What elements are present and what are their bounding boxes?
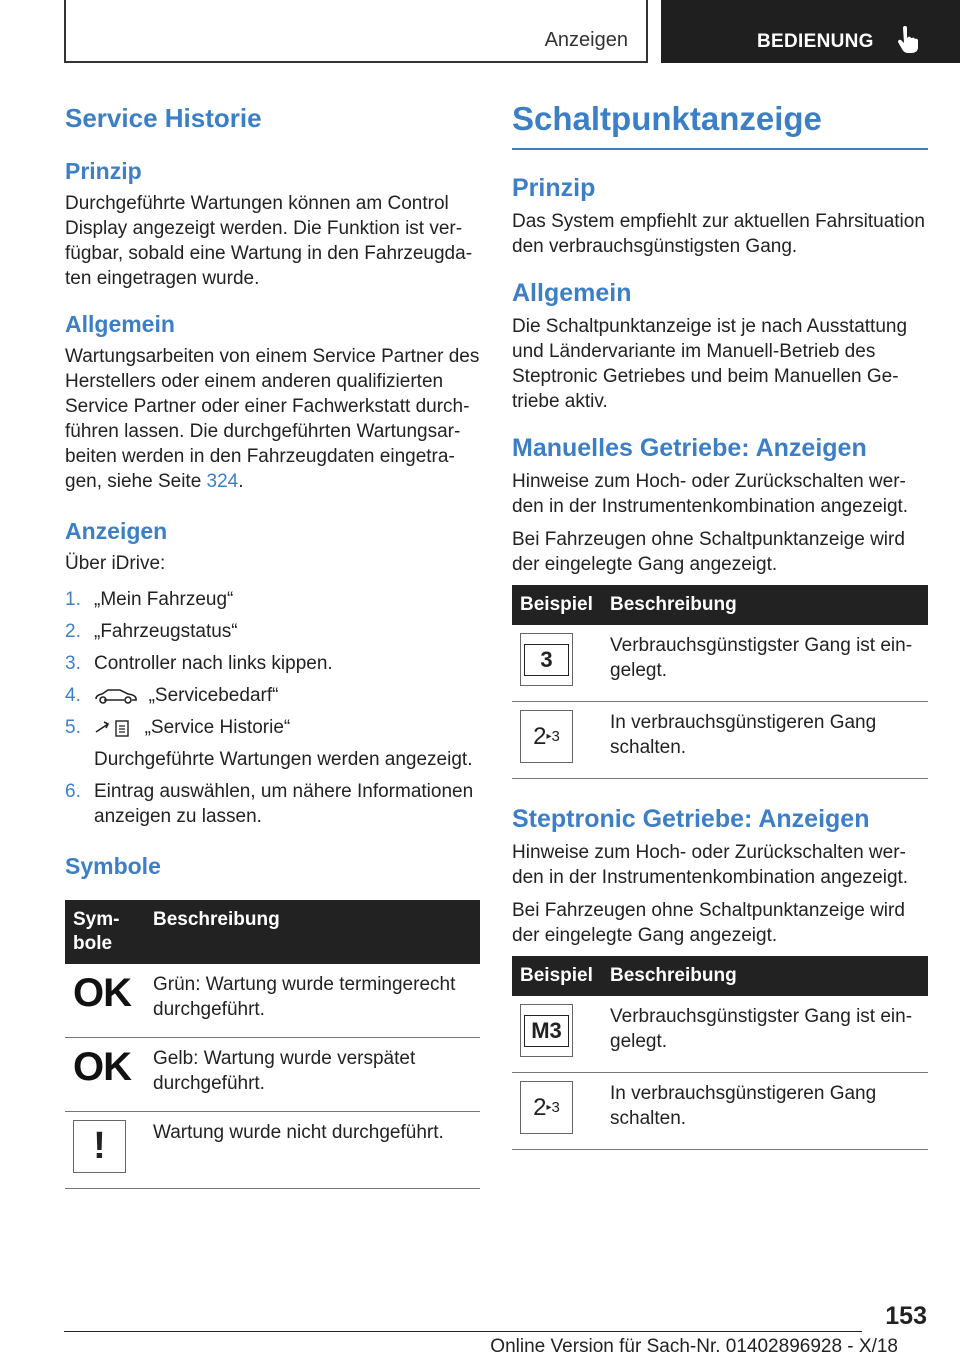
service-history-icon bbox=[94, 718, 134, 738]
heading-steptronic-getriebe: Steptronic Getriebe: Anzeigen bbox=[512, 805, 870, 833]
warning-exclamation-icon: ! bbox=[73, 1120, 126, 1173]
section-label: BEDIENUNG bbox=[757, 31, 874, 52]
page-number: 153 bbox=[885, 1302, 927, 1330]
table-header-description: Beschreibung bbox=[602, 585, 928, 625]
gear-display-icon: 3 bbox=[520, 633, 573, 686]
anzeigen-intro: Über iDrive: bbox=[65, 553, 166, 574]
steptronic-text-1: Hinweise zum Hoch- oder Zurückschalten werden in der Instrumentenkombination angezeigt. bbox=[512, 842, 909, 888]
heading-allgemein: Allgemein bbox=[65, 311, 175, 337]
manuell-table bbox=[512, 585, 928, 779]
footer-online-version: Online Version für Sach-Nr. 01402896928 - X/18 bbox=[490, 1336, 898, 1357]
shift-up-indicator-icon: 2 ▸ 3 bbox=[520, 1081, 573, 1134]
heading-prinzip: Prinzip bbox=[512, 174, 596, 202]
table-header-description: Beschreibung bbox=[145, 900, 480, 964]
chapter-title: Anzeigen bbox=[544, 29, 628, 51]
shift-up-indicator-icon: 2 ▸ 3 bbox=[520, 710, 573, 763]
list-item: 5. „Service Historie“ Durchgeführte Wartungen werden angezeigt. bbox=[65, 717, 473, 770]
table-row: 2 ▸ 3 In verbrauchsgünstigeren Gang schalten. bbox=[512, 702, 928, 779]
list-item: 6. Eintrag auswählen, um nähere Informationen anzeigen zu lassen. bbox=[65, 781, 474, 827]
footer-divider bbox=[64, 1331, 862, 1332]
table-row: 3 Verbrauchsgünstigster Gang ist eingelegt. bbox=[512, 625, 928, 702]
heading-anzeigen: Anzeigen bbox=[65, 518, 168, 544]
table-header-example: Beispiel bbox=[512, 956, 602, 996]
header-section-box bbox=[661, 0, 960, 63]
right-column bbox=[512, 100, 928, 1150]
allgemein-text: Wartungsarbeiten von einem Service Partner des Herstellers oder einem anderen qualifizierten Service Partner oder einer Fachwerkstatt durchführen lassen. Die durchgeführten Wartungsarbeiten werden in den Fahrzeugdaten eingetragen, siehe Seite 324. bbox=[65, 346, 480, 492]
manual-gear-display-icon: M3 bbox=[520, 1004, 573, 1057]
section-title-schaltpunktanzeige: Schaltpunktanzeige bbox=[512, 100, 928, 150]
table-row: 2 ▸ 3 In verbrauchsgünstigeren Gang schalten. bbox=[512, 1073, 928, 1150]
heading-manuelles-getriebe: Manuelles Getriebe: Anzeigen bbox=[512, 434, 867, 462]
allgemein-text: Die Schaltpunktanzeige ist je nach Ausstattung und Ländervariante im Manuell-Betrieb des Steptronic Getriebes und beim Manuellen Getriebe aktiv. bbox=[512, 316, 908, 412]
manuell-text-2: Bei Fahrzeugen ohne Schaltpunktanzeige wird der eingelegte Gang angezeigt. bbox=[512, 529, 905, 575]
list-item: 2. „Fahrzeugstatus“ bbox=[65, 621, 238, 642]
section-title-service-historie: Service Historie bbox=[65, 103, 262, 133]
table-row: M3 Verbrauchsgünstigster Gang ist eingelegt. bbox=[512, 996, 928, 1073]
table-header-description: Beschreibung bbox=[602, 956, 928, 996]
pointing-hand-icon bbox=[897, 26, 919, 54]
prinzip-text: Das System empfiehlt zur aktuellen Fahrsituation den verbrauchsgünstigsten Gang. bbox=[512, 211, 925, 257]
steps-list bbox=[65, 587, 480, 829]
step-subtext: Durchgeführte Wartungen werden angezeigt. bbox=[94, 749, 473, 770]
table-header-example: Beispiel bbox=[512, 585, 602, 625]
ok-green-icon: OK bbox=[73, 971, 131, 1015]
list-item: 4. „Servicebedarf“ bbox=[65, 685, 279, 706]
left-column bbox=[65, 100, 480, 1189]
heading-prinzip: Prinzip bbox=[65, 158, 142, 184]
prinzip-text: Durchgeführte Wartungen können am Control Display angezeigt werden. Die Funktion ist verfügbar, sobald eine Wartung in den Fahrzeugdaten eingetragen wurde. bbox=[65, 193, 473, 289]
table-row: OK Grün: Wartung wurde termingerecht durchgeführt. bbox=[65, 964, 480, 1038]
table-row: OK Gelb: Wartung wurde verspätet durchgeführt. bbox=[65, 1038, 480, 1112]
table-header-symbol: Sym-bole bbox=[65, 900, 145, 964]
heading-symbole: Symbole bbox=[65, 853, 161, 879]
heading-allgemein: Allgemein bbox=[512, 279, 632, 307]
list-item: 3. Controller nach links kippen. bbox=[65, 653, 333, 674]
steptronic-text-2: Bei Fahrzeugen ohne Schaltpunktanzeige wird der eingelegte Gang angezeigt. bbox=[512, 900, 905, 946]
list-item: 1. „Mein Fahrzeug“ bbox=[65, 589, 234, 610]
table-row: ! Wartung wurde nicht durchgeführt. bbox=[65, 1112, 480, 1189]
car-icon bbox=[94, 687, 138, 705]
symbol-table bbox=[65, 900, 480, 1189]
manuell-text-1: Hinweise zum Hoch- oder Zurückschalten werden in der Instrumentenkombination angezeigt. bbox=[512, 471, 909, 517]
header-chapter-box bbox=[64, 0, 648, 63]
steptronic-table bbox=[512, 956, 928, 1150]
page-ref-link[interactable]: 324 bbox=[206, 471, 239, 492]
ok-yellow-icon: OK bbox=[73, 1045, 131, 1089]
